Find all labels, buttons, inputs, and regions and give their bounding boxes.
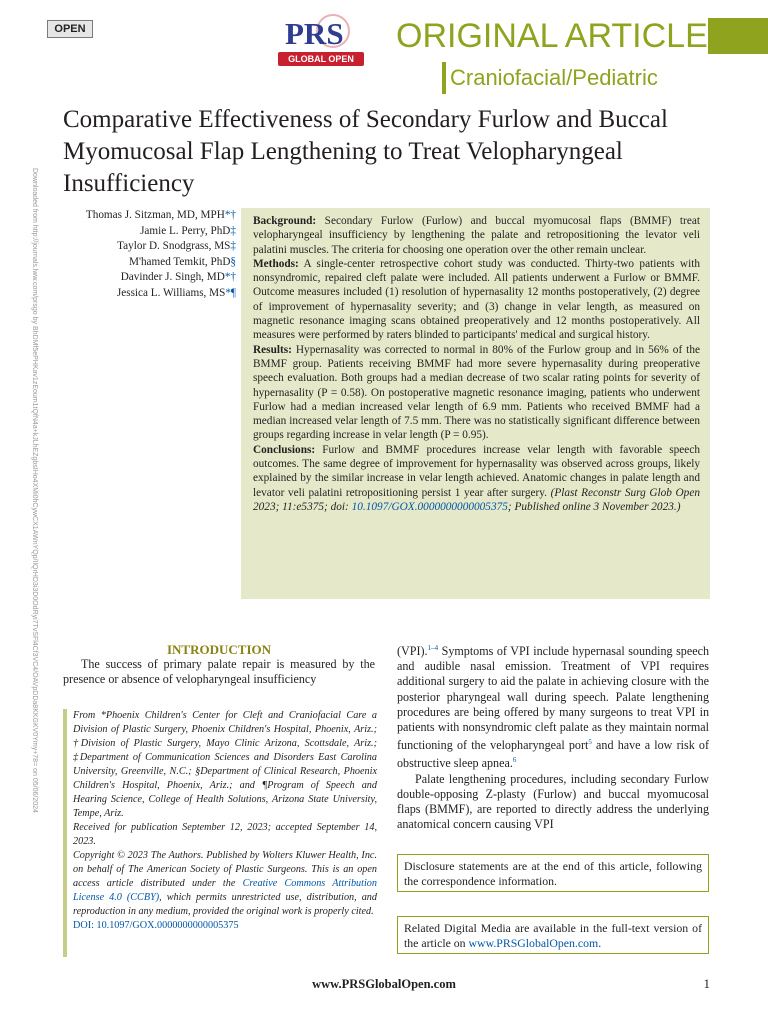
- article-type-bar: [708, 18, 768, 54]
- conclusions-label: Conclusions:: [253, 443, 316, 456]
- introduction-paragraph: The success of primary palate repair is measured by the presence or absence of velopharyngeal insufficiency: [63, 657, 375, 687]
- author-list: [40, 208, 236, 302]
- results-label: Results:: [253, 343, 292, 356]
- license-link[interactable]: Creative Commons Attribution License 4.0 (CCBY): [73, 878, 377, 903]
- logo-text: PRS: [285, 16, 344, 51]
- introduction-heading: INTRODUCTION: [166, 642, 271, 657]
- author: Jessica L. Williams, MS*¶: [116, 286, 236, 299]
- affiliations: From *Phoenix Children's Center for Cleft and Craniofacial Care a Division of Plastic Surgery, Phoenix Children's Hospital, Phoenix, Ariz.; †Division of Plastic Surgery, Mayo Clinic Arizona, Scottsdale, Ariz.; ‡Department of Communication Sciences and Disorders East Carolina University, Greenville, N.C.; §Department of Clinical Research, Phoenix Children's Hospital, Phoenix, Ariz.; and ¶Program of Speech and Hearing Science, College of Health Solutions, Arizona State University, Tempe, Ariz.: [73, 710, 377, 819]
- affiliation-footnote: [63, 709, 377, 957]
- disclosure-box: Disclosure statements are at the end of this article, following the correspondence information.: [397, 854, 709, 892]
- copyright: Copyright © 2023 The Authors. Published by Wolters Kluwer Health, Inc. on behalf of The American Society of Plastic Surgeons. This is an open access article distributed under the Creative Commons Attribution License 4.0 (CCBY), which permits unrestricted use, distribution, and reproduction in any medium, provided the original work is properly cited.: [73, 850, 377, 917]
- background-text: Secondary Furlow (Furlow) and buccal myomucosal flaps (BMMF) treat velopharyngeal insufficiency by lengthening the palate and retropositioning the levator veli palatini muscles. The criteria for choosing one operation over the other remain unclear.: [253, 215, 700, 256]
- methods-text: A single-center retrospective cohort study was conducted. Thirty-two patients with nonsyndromic, repaired cleft palate were included. All patients underwent a Furlow or BMMF. Outcome measures included (1) resolution of hypernasality 12 months postoperatively, (2) degree of improvement of hypernasality severity; and (3) change in velar length, as measured on magnetic resonance imaging scans obtained preoperatively and 12 months postoperatively. All measures were performed by raters blinded to participants' medical and surgical history.: [253, 257, 700, 342]
- article-title: Comparative Effectiveness of Secondary Furlow and Buccal Myomucosal Flap Lengthening to Treat Velopharyngeal Insufficiency: [63, 106, 668, 197]
- article-type: ORIGINAL ARTICLE: [396, 17, 708, 55]
- author: Thomas J. Sitzman, MD, MPH*†: [85, 209, 236, 221]
- column-two: [397, 641, 709, 833]
- doi-link[interactable]: 10.1097/GOX.0000000000005375: [351, 500, 508, 513]
- footer-url[interactable]: www.PRSGlobalOpen.com: [312, 977, 456, 991]
- methods-label: Methods:: [253, 257, 299, 270]
- page-number: 1: [703, 976, 710, 991]
- open-access-badge: OPEN: [47, 20, 93, 38]
- article-category: Craniofacial/Pediatric: [450, 65, 658, 90]
- conclusions-text: Furlow and BMMF procedures increase velar length with favorable speech outcomes. The same degree of improvement for hypernasality was observed across groups, likely explained by the similar increase in velar length achieved. Anatomic changes in palate length and levator veli palatini retropositioning persist 1 year after surgery.: [253, 443, 700, 499]
- results-text: Hypernasality was corrected to normal in 80% of the Furlow group and in 56% of the BMMF group. Patients receiving BMMF had more severe hypernasality during preoperative speech evaluation. Both groups had a median decrease of two scalar rating points for severity of hypernasality (P = 0.58). On postoperative magnetic resonance imaging, patients who underwent Furlow had a median increased velar length of 6.9 mm. Patients who received BMMF had a median increased velar length of 7.5 mm. There was no statistically significant difference between groups regarding increase in velar length (P = 0.95).: [253, 343, 700, 442]
- reference[interactable]: 6: [512, 756, 517, 765]
- citation: (Plast Reconstr Surg Glob Open 2023; 11:e5375; doi: 10.1097/GOX.0000000000005375; Published online 3 November 2023.): [253, 486, 700, 513]
- author: Jamie L. Perry, PhD‡: [140, 224, 236, 237]
- prs-global-open-logo: [270, 14, 386, 70]
- abstract-box: [241, 208, 710, 599]
- author: Davinder J. Singh, MD*†: [120, 271, 236, 284]
- download-watermark-text: Downloaded from http://journals.lww.com/prsgo by BhDMf5ePHKav1zEoum1tQfN4a+kJLhEZgbsIHo4XMi0hCywCX1AWnYQp/IlQrHD3i3D0OdRyi7TvSFl4Cf3VC4/OAVpDDa8KKGKV0Ymy+78= on 05/06/2024: [31, 168, 38, 813]
- reference[interactable]: 5: [588, 738, 592, 747]
- author: Taylor D. Snodgrass, MS‡: [117, 240, 236, 253]
- reference[interactable]: 1–4: [427, 644, 439, 652]
- category-bar: [442, 62, 446, 94]
- abstract-text: [253, 214, 700, 514]
- author: M'hamed Temkit, PhD§: [129, 255, 236, 268]
- background-label: Background:: [253, 215, 317, 227]
- doi[interactable]: DOI: 10.1097/GOX.0000000000005375: [73, 920, 239, 931]
- digital-media-box: Related Digital Media are available in the full-text version of the article on www.PRSGlobalOpen.com.: [397, 916, 709, 954]
- received-dates: Received for publication September 12, 2023; accepted September 14, 2023.: [73, 822, 377, 847]
- journal-link[interactable]: www.PRSGlobalOpen.com: [468, 936, 599, 950]
- column-two-paragraph: (VPI).$^{1-4}$ Symptoms of VPI include hypernasal sounding speech and audible nasal emission. Treatment of VPI requires additional surgery to aid the palate in achieving closure with the posterior pharyngeal wall during speech. Palate lengthening procedures are being offered by many surgeons to treat VPI in patients with nonsyndromic cleft palate as they maintain normal functioning of the velopharyngeal port$^5$ and have a low risk of obstructive sleep apnea.$^6$: [397, 644, 709, 771]
- logo-ribbon: GLOBAL OPEN: [278, 52, 364, 66]
- column-two-paragraph: Palate lengthening procedures, including secondary Furlow double-opposing Z-plasty (Furlow) and buccal myomucosal flaps (BMMF), are reported to directly address the underlying anatomical concern causing VPI: [397, 771, 709, 832]
